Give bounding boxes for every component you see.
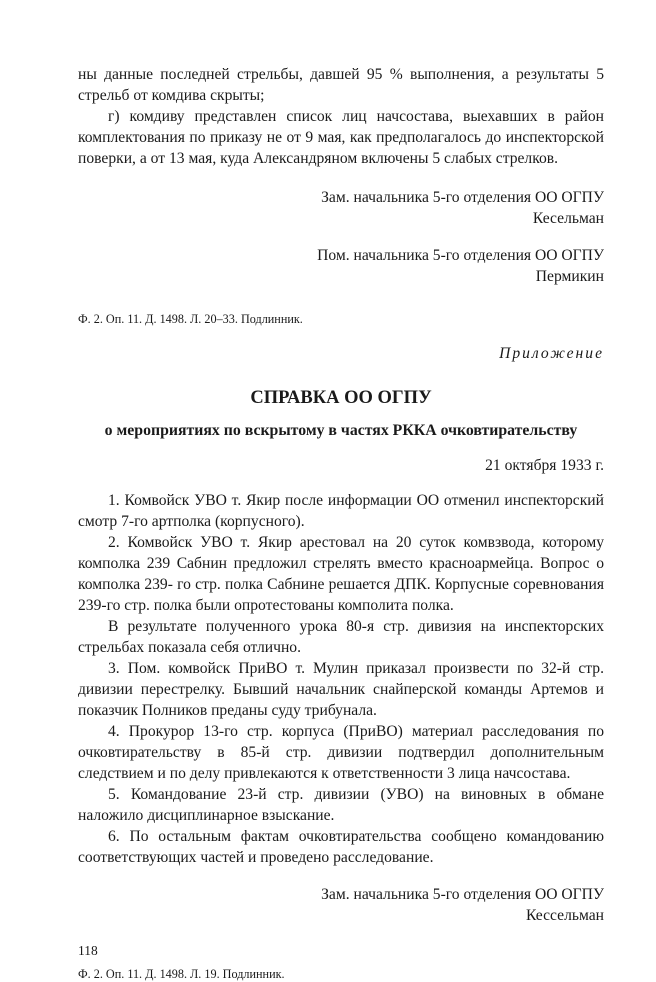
signature-position: Пом. начальника 5-го отделения ОО ОГПУ: [317, 247, 604, 264]
document-page: [78, 64, 604, 982]
signature-block-2: [78, 245, 604, 287]
signature-name: Кессельман: [526, 907, 604, 924]
body-paragraph: 3. Пом. комвойск ПриВО т. Мулин приказал произвести по 32-й стр. дивизии перестрелку. Бывший начальник снайперской команды Артемов и показчик Полников преданы суду трибунала.: [78, 660, 604, 719]
body-paragraph: 6. По остальным фактам очковтирательства сообщено командованию соответствующих частей и проведено расследование.: [78, 828, 604, 866]
continuation-paragraph-2: г) комдиву представлен список лиц начсостава, выехавших в район комплектования по приказу не от 9 мая, как предполагалось до инспекторской поверки, а от 13 мая, куда Александряном включены 5 слабых стрелков.: [78, 108, 604, 167]
continuation-paragraph-1: ны данные последней стрельбы, давшей 95 % выполнения, а результаты 5 стрельб от комдива скрыты;: [78, 66, 604, 104]
document-subtitle: о мероприятиях по вскрытому в частях РККА очковтирательству: [104, 422, 578, 439]
body-paragraph: 2. Комвойск УВО т. Якир арестовал на 20 суток комвзвода, которому комполка 239 Сабнин предложил стрелять вместо красноармейца. Вопрос о комполка 239- го стр. полка Сабнине решается ДПК. Корпусные соревнования 239-го стр. полка были опротестованы комполита полка.: [78, 534, 604, 614]
signature-block-3: [78, 884, 604, 926]
signature-name: Кесельман: [532, 210, 604, 227]
document-title: СПРАВКА ОО ОГПУ: [250, 388, 432, 408]
document-date: 21 октября 1933 г.: [485, 457, 604, 474]
archive-source-1: Ф. 2. Оп. 11. Д. 1498. Л. 20–33. Подлинник.: [78, 312, 303, 326]
signature-position: Зам. начальника 5-го отделения ОО ОГПУ: [321, 886, 604, 903]
signature-position: Зам. начальника 5-го отделения ОО ОГПУ: [321, 189, 604, 206]
body-paragraph: 4. Прокурор 13-го стр. корпуса (ПриВО) материал расследования по очковтирательству в 85-й стр. дивизии подтвердил дополнительным следствием и по делу привлекаются к ответственности 3 лица начсостава.: [78, 723, 604, 782]
body-paragraph: В результате полученного урока 80-я стр. дивизия на инспекторских стрельбах показала себя отлично.: [78, 618, 604, 656]
signature-name: Пермикин: [535, 268, 604, 285]
body-paragraph: 5. Командование 23-й стр. дивизии (УВО) на виновных в обмане наложило дисциплинарное взыскание.: [78, 786, 604, 824]
document-body: [78, 490, 604, 868]
appendix-label: Приложение: [499, 345, 604, 362]
body-paragraph: 1. Комвойск УВО т. Якир после информации ОО отменил инспекторский смотр 7-го артполка (корпусного).: [78, 492, 604, 530]
archive-source-2: Ф. 2. Оп. 11. Д. 1498. Л. 19. Подлинник.: [78, 967, 285, 981]
page-number: 118: [78, 943, 98, 958]
signature-block-1: [78, 187, 604, 229]
